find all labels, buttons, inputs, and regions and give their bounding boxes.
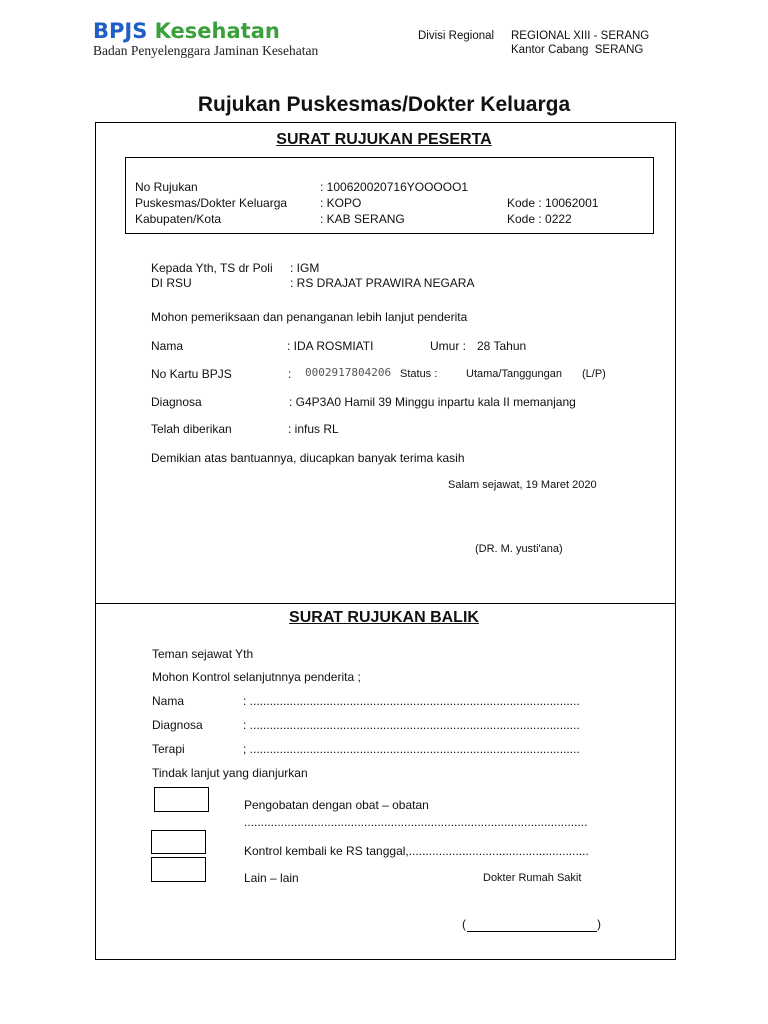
no-rujukan-value: : 100620020716YOOOOO1 (320, 180, 469, 194)
kabupaten-value: : KAB SERANG (320, 212, 405, 226)
kabupaten-kode: Kode : 0222 (507, 212, 572, 226)
salam-text: Salam sejawat, 19 Maret 2020 (448, 479, 597, 491)
teman-sejawat-text: Teman sejawat Yth (152, 647, 254, 661)
sig-open-paren: ( (462, 917, 466, 931)
kabupaten-label: Kabupaten/Kota (135, 212, 222, 226)
puskesmas-label: Puskesmas/Dokter Keluarga (135, 196, 288, 210)
nama-value: : IDA ROSMIATI (287, 339, 374, 353)
di-rsu-label: DI RSU (151, 276, 192, 290)
pengobatan-dots: ....................................................................................................... (244, 815, 588, 829)
surat-rujukan-peserta-title: SURAT RUJUKAN PESERTA (276, 131, 492, 148)
status-value: Utama/Tanggungan (466, 368, 563, 380)
no-rujukan-label: No Rujukan (135, 180, 198, 194)
document-title: Rujukan Puskesmas/Dokter Keluarga (197, 93, 571, 116)
demikian-text: Demikian atas bantuannya, diucapkan banyak terima kasih (151, 451, 465, 465)
lain-text: Lain – lain (244, 871, 299, 885)
telah-diberikan-label: Telah diberikan (151, 422, 232, 436)
kontrol-checkbox[interactable] (151, 830, 206, 854)
pengobatan-text: Pengobatan dengan obat – obatan (244, 798, 429, 812)
mohon-kontrol-text: Mohon Kontrol selanjutnnya penderita ; (152, 670, 361, 684)
no-kartu-colon: : (288, 367, 292, 381)
puskesmas-kode: Kode : 10062001 (507, 196, 599, 210)
diagnosa-label: Diagnosa (151, 395, 202, 409)
kantor-label: Kantor Cabang (511, 44, 589, 56)
signature-name: (DR. M. yusti'ana) (475, 543, 563, 555)
pengobatan-checkbox[interactable] (154, 787, 209, 812)
kepada-value: : IGM (290, 261, 320, 275)
balik-nama-dots: : ................................................................................................... (243, 694, 580, 708)
kepada-label: Kepada Yth, TS dr Poli (151, 261, 273, 275)
divisi-value: REGIONAL XIII - SERANG (511, 30, 650, 42)
status-lp: (L/P) (582, 368, 606, 380)
sig-close-paren: ) (597, 917, 601, 931)
balik-nama-label: Nama (152, 694, 185, 708)
no-kartu-label: No Kartu BPJS (151, 367, 232, 381)
balik-terapi-dots: ; ................................................................................................... (243, 742, 580, 756)
di-rsu-value: : RS DRAJAT PRAWIRA NEGARA (290, 276, 475, 290)
kontrol-text: Kontrol kembali ke RS tanggal,...................................................... (244, 844, 589, 858)
puskesmas-value: : KOPO (320, 196, 362, 210)
lain-checkbox[interactable] (151, 857, 206, 882)
logo-kesehatan-text: Kesehatan (154, 19, 280, 43)
diagnosa-value: : G4P3A0 Hamil 39 Minggu inpartu kala II memanjang (289, 395, 576, 409)
dokter-rumah-sakit-text: Dokter Rumah Sakit (483, 872, 582, 884)
logo-bpjs-text: BPJS (93, 19, 148, 43)
bpjs-logo (93, 19, 280, 43)
kantor-cabang (511, 44, 643, 56)
signature-line (467, 931, 597, 932)
balik-terapi-label: Terapi (152, 742, 185, 756)
status-label: Status : (400, 368, 438, 380)
balik-diagnosa-label: Diagnosa (152, 718, 203, 732)
nama-label: Nama (151, 339, 184, 353)
umur-value: 28 Tahun (477, 339, 527, 353)
umur-label: Umur : (430, 339, 466, 353)
telah-diberikan-value: : infus RL (288, 422, 339, 436)
logo-subtitle: Badan Penyelenggara Jaminan Kesehatan (93, 43, 319, 58)
mohon-text: Mohon pemeriksaan dan penanganan lebih lanjut penderita (151, 310, 468, 324)
surat-rujukan-balik-title: SURAT RUJUKAN BALIK (289, 609, 479, 626)
divisi-label: Divisi Regional (418, 30, 495, 42)
balik-diagnosa-dots: : ................................................................................................... (243, 718, 580, 732)
no-kartu-value: 0002917804206 (305, 366, 392, 379)
tindak-lanjut-text: Tindak lanjut yang dianjurkan (152, 766, 308, 780)
kantor-value: SERANG (594, 44, 644, 56)
